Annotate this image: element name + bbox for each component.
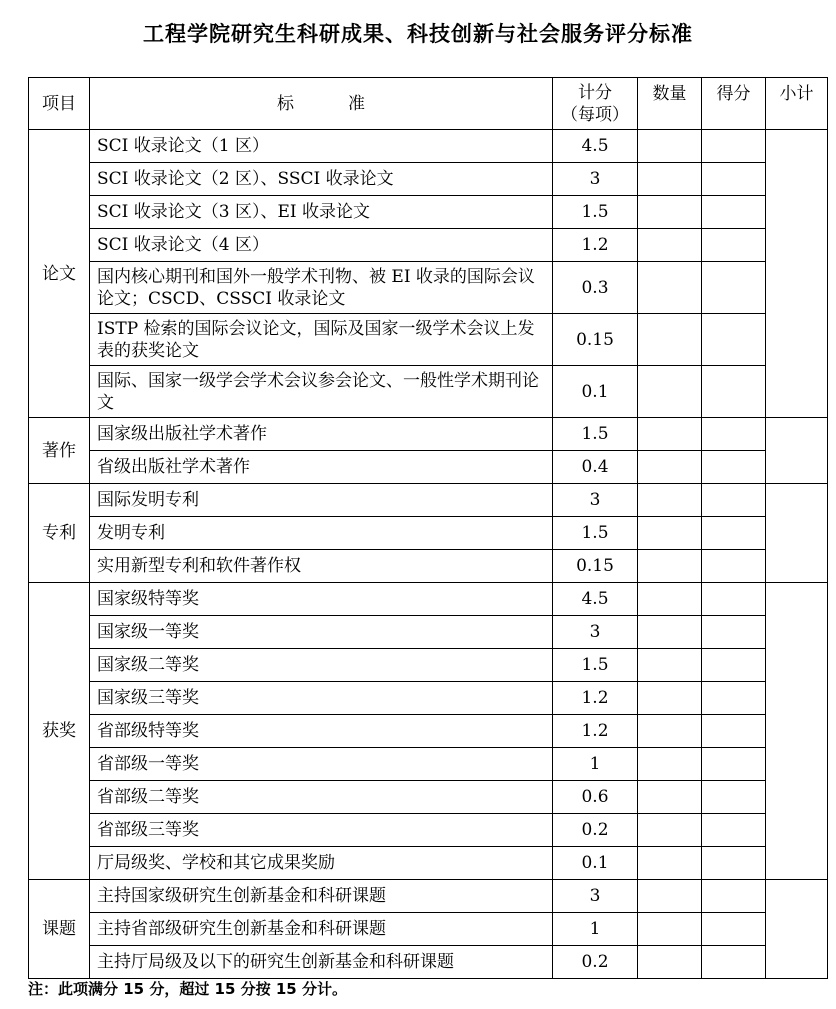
points-cell: 0.4 [553,451,638,484]
standard-cell: 国家级出版社学术著作 [90,418,553,451]
points-cell: 0.1 [553,847,638,880]
subtotal-cell[interactable] [766,583,828,880]
points-cell: 1 [553,748,638,781]
subtotal-cell[interactable] [766,418,828,484]
quantity-cell[interactable] [638,880,702,913]
table-row [29,583,828,616]
quantity-cell[interactable] [638,814,702,847]
quantity-cell[interactable] [638,418,702,451]
table-row [29,262,828,314]
score-cell[interactable] [702,583,766,616]
table-row [29,913,828,946]
quantity-cell[interactable] [638,616,702,649]
score-cell[interactable] [702,880,766,913]
category-cell: 专利 [29,484,90,583]
table-row [29,418,828,451]
category-cell: 课题 [29,880,90,979]
points-cell: 3 [553,880,638,913]
quantity-cell[interactable] [638,550,702,583]
score-cell[interactable] [702,748,766,781]
header-standard [90,78,553,130]
quantity-cell[interactable] [638,163,702,196]
standard-cell: 国际发明专利 [90,484,553,517]
standard-cell: 省级出版社学术著作 [90,451,553,484]
table-row [29,163,828,196]
score-cell[interactable] [702,616,766,649]
standard-cell: 国家级二等奖 [90,649,553,682]
header-item: 项目 [29,78,90,130]
table-row [29,314,828,366]
table-row [29,484,828,517]
table-row [29,517,828,550]
header-points-line2: （每项） [561,104,629,125]
score-cell[interactable] [702,163,766,196]
table-row [29,130,828,163]
table-row [29,847,828,880]
standard-cell: 国家级特等奖 [90,583,553,616]
points-cell: 0.6 [553,781,638,814]
table-row [29,715,828,748]
category-cell: 论文 [29,130,90,418]
points-cell: 1.2 [553,229,638,262]
header-points-line1: 计分 [578,82,612,103]
points-cell: 0.2 [553,814,638,847]
score-cell[interactable] [702,262,766,314]
points-cell: 1.5 [553,517,638,550]
standard-cell: 厅局级奖、学校和其它成果奖励 [90,847,553,880]
table-row [29,451,828,484]
header-row [29,78,828,130]
standard-cell: SCI 收录论文（4 区） [90,229,553,262]
points-cell: 4.5 [553,583,638,616]
standard-cell: 省部级三等奖 [90,814,553,847]
points-cell: 0.15 [553,550,638,583]
standard-cell: SCI 收录论文（3 区）、EI 收录论文 [90,196,553,229]
table-row [29,550,828,583]
header-score: 得分 [702,78,766,130]
score-cell[interactable] [702,649,766,682]
score-cell[interactable] [702,847,766,880]
quantity-cell[interactable] [638,649,702,682]
score-cell[interactable] [702,814,766,847]
header-points [553,78,638,130]
standard-cell: 国家级三等奖 [90,682,553,715]
standard-cell: 国家级一等奖 [90,616,553,649]
quantity-cell[interactable] [638,196,702,229]
quantity-cell[interactable] [638,913,702,946]
table-row [29,682,828,715]
points-cell: 4.5 [553,130,638,163]
score-cell[interactable] [702,196,766,229]
points-cell: 1.5 [553,649,638,682]
score-cell[interactable] [702,946,766,979]
quantity-cell[interactable] [638,451,702,484]
score-cell[interactable] [702,314,766,366]
header-subtotal: 小计 [766,78,828,130]
standard-cell: 国际、国家一级学会学术会议参会论文、一般性学术期刊论文 [90,366,553,418]
table-row [29,649,828,682]
table-row [29,229,828,262]
header-standard-label: 标 准 [276,93,366,114]
points-cell: 1 [553,913,638,946]
standard-cell: 省部级二等奖 [90,781,553,814]
table-body [29,130,828,979]
standard-cell: 实用新型专利和软件著作权 [90,550,553,583]
quantity-cell[interactable] [638,847,702,880]
table-row [29,748,828,781]
standard-cell: SCI 收录论文（2 区）、SSCI 收录论文 [90,163,553,196]
score-cell[interactable] [702,682,766,715]
header-quantity: 数量 [638,78,702,130]
standard-cell: 省部级一等奖 [90,748,553,781]
points-cell: 1.5 [553,418,638,451]
subtotal-cell[interactable] [766,130,828,418]
points-cell: 0.2 [553,946,638,979]
quantity-cell[interactable] [638,484,702,517]
quantity-cell[interactable] [638,517,702,550]
footnote: 注：此项满分 15 分，超过 15 分按 15 分计。 [28,980,347,998]
standard-cell: 省部级特等奖 [90,715,553,748]
points-cell: 1.2 [553,682,638,715]
quantity-cell[interactable] [638,748,702,781]
standard-cell: SCI 收录论文（1 区） [90,130,553,163]
table-row [29,196,828,229]
score-cell[interactable] [702,484,766,517]
quantity-cell[interactable] [638,130,702,163]
standard-cell: ISTP 检索的国际会议论文，国际及国家一级学术会议上发表的获奖论文 [90,314,553,366]
quantity-cell[interactable] [638,946,702,979]
standard-cell: 主持厅局级及以下的研究生创新基金和科研课题 [90,946,553,979]
score-cell[interactable] [702,913,766,946]
table-row [29,814,828,847]
standard-cell: 主持省部级研究生创新基金和科研课题 [90,913,553,946]
quantity-cell[interactable] [638,682,702,715]
subtotal-cell[interactable] [766,484,828,583]
quantity-cell[interactable] [638,314,702,366]
quantity-cell[interactable] [638,583,702,616]
score-cell[interactable] [702,366,766,418]
score-cell[interactable] [702,517,766,550]
points-cell: 0.15 [553,314,638,366]
points-cell: 0.3 [553,262,638,314]
points-cell: 3 [553,616,638,649]
table-row [29,616,828,649]
score-cell[interactable] [702,229,766,262]
quantity-cell[interactable] [638,366,702,418]
score-cell[interactable] [702,451,766,484]
document-title: 工程学院研究生科研成果、科技创新与社会服务评分标准 [143,22,693,46]
score-cell[interactable] [702,130,766,163]
category-cell: 著作 [29,418,90,484]
quantity-cell[interactable] [638,715,702,748]
table-row [29,946,828,979]
quantity-cell[interactable] [638,262,702,314]
subtotal-cell[interactable] [766,880,828,979]
standard-cell: 发明专利 [90,517,553,550]
score-cell[interactable] [702,715,766,748]
score-cell[interactable] [702,418,766,451]
score-cell[interactable] [702,550,766,583]
points-cell: 0.1 [553,366,638,418]
score-cell[interactable] [702,781,766,814]
standard-cell: 国内核心期刊和国外一般学术刊物、被 EI 收录的国际会议论文；CSCD、CSSCI 收录论文 [90,262,553,314]
points-cell: 3 [553,484,638,517]
quantity-cell[interactable] [638,781,702,814]
table-row [29,781,828,814]
quantity-cell[interactable] [638,229,702,262]
points-cell: 1.5 [553,196,638,229]
points-cell: 1.2 [553,715,638,748]
table-row [29,366,828,418]
scoring-table [28,77,828,979]
category-cell: 获奖 [29,583,90,880]
points-cell: 3 [553,163,638,196]
table-row [29,880,828,913]
standard-cell: 主持国家级研究生创新基金和科研课题 [90,880,553,913]
